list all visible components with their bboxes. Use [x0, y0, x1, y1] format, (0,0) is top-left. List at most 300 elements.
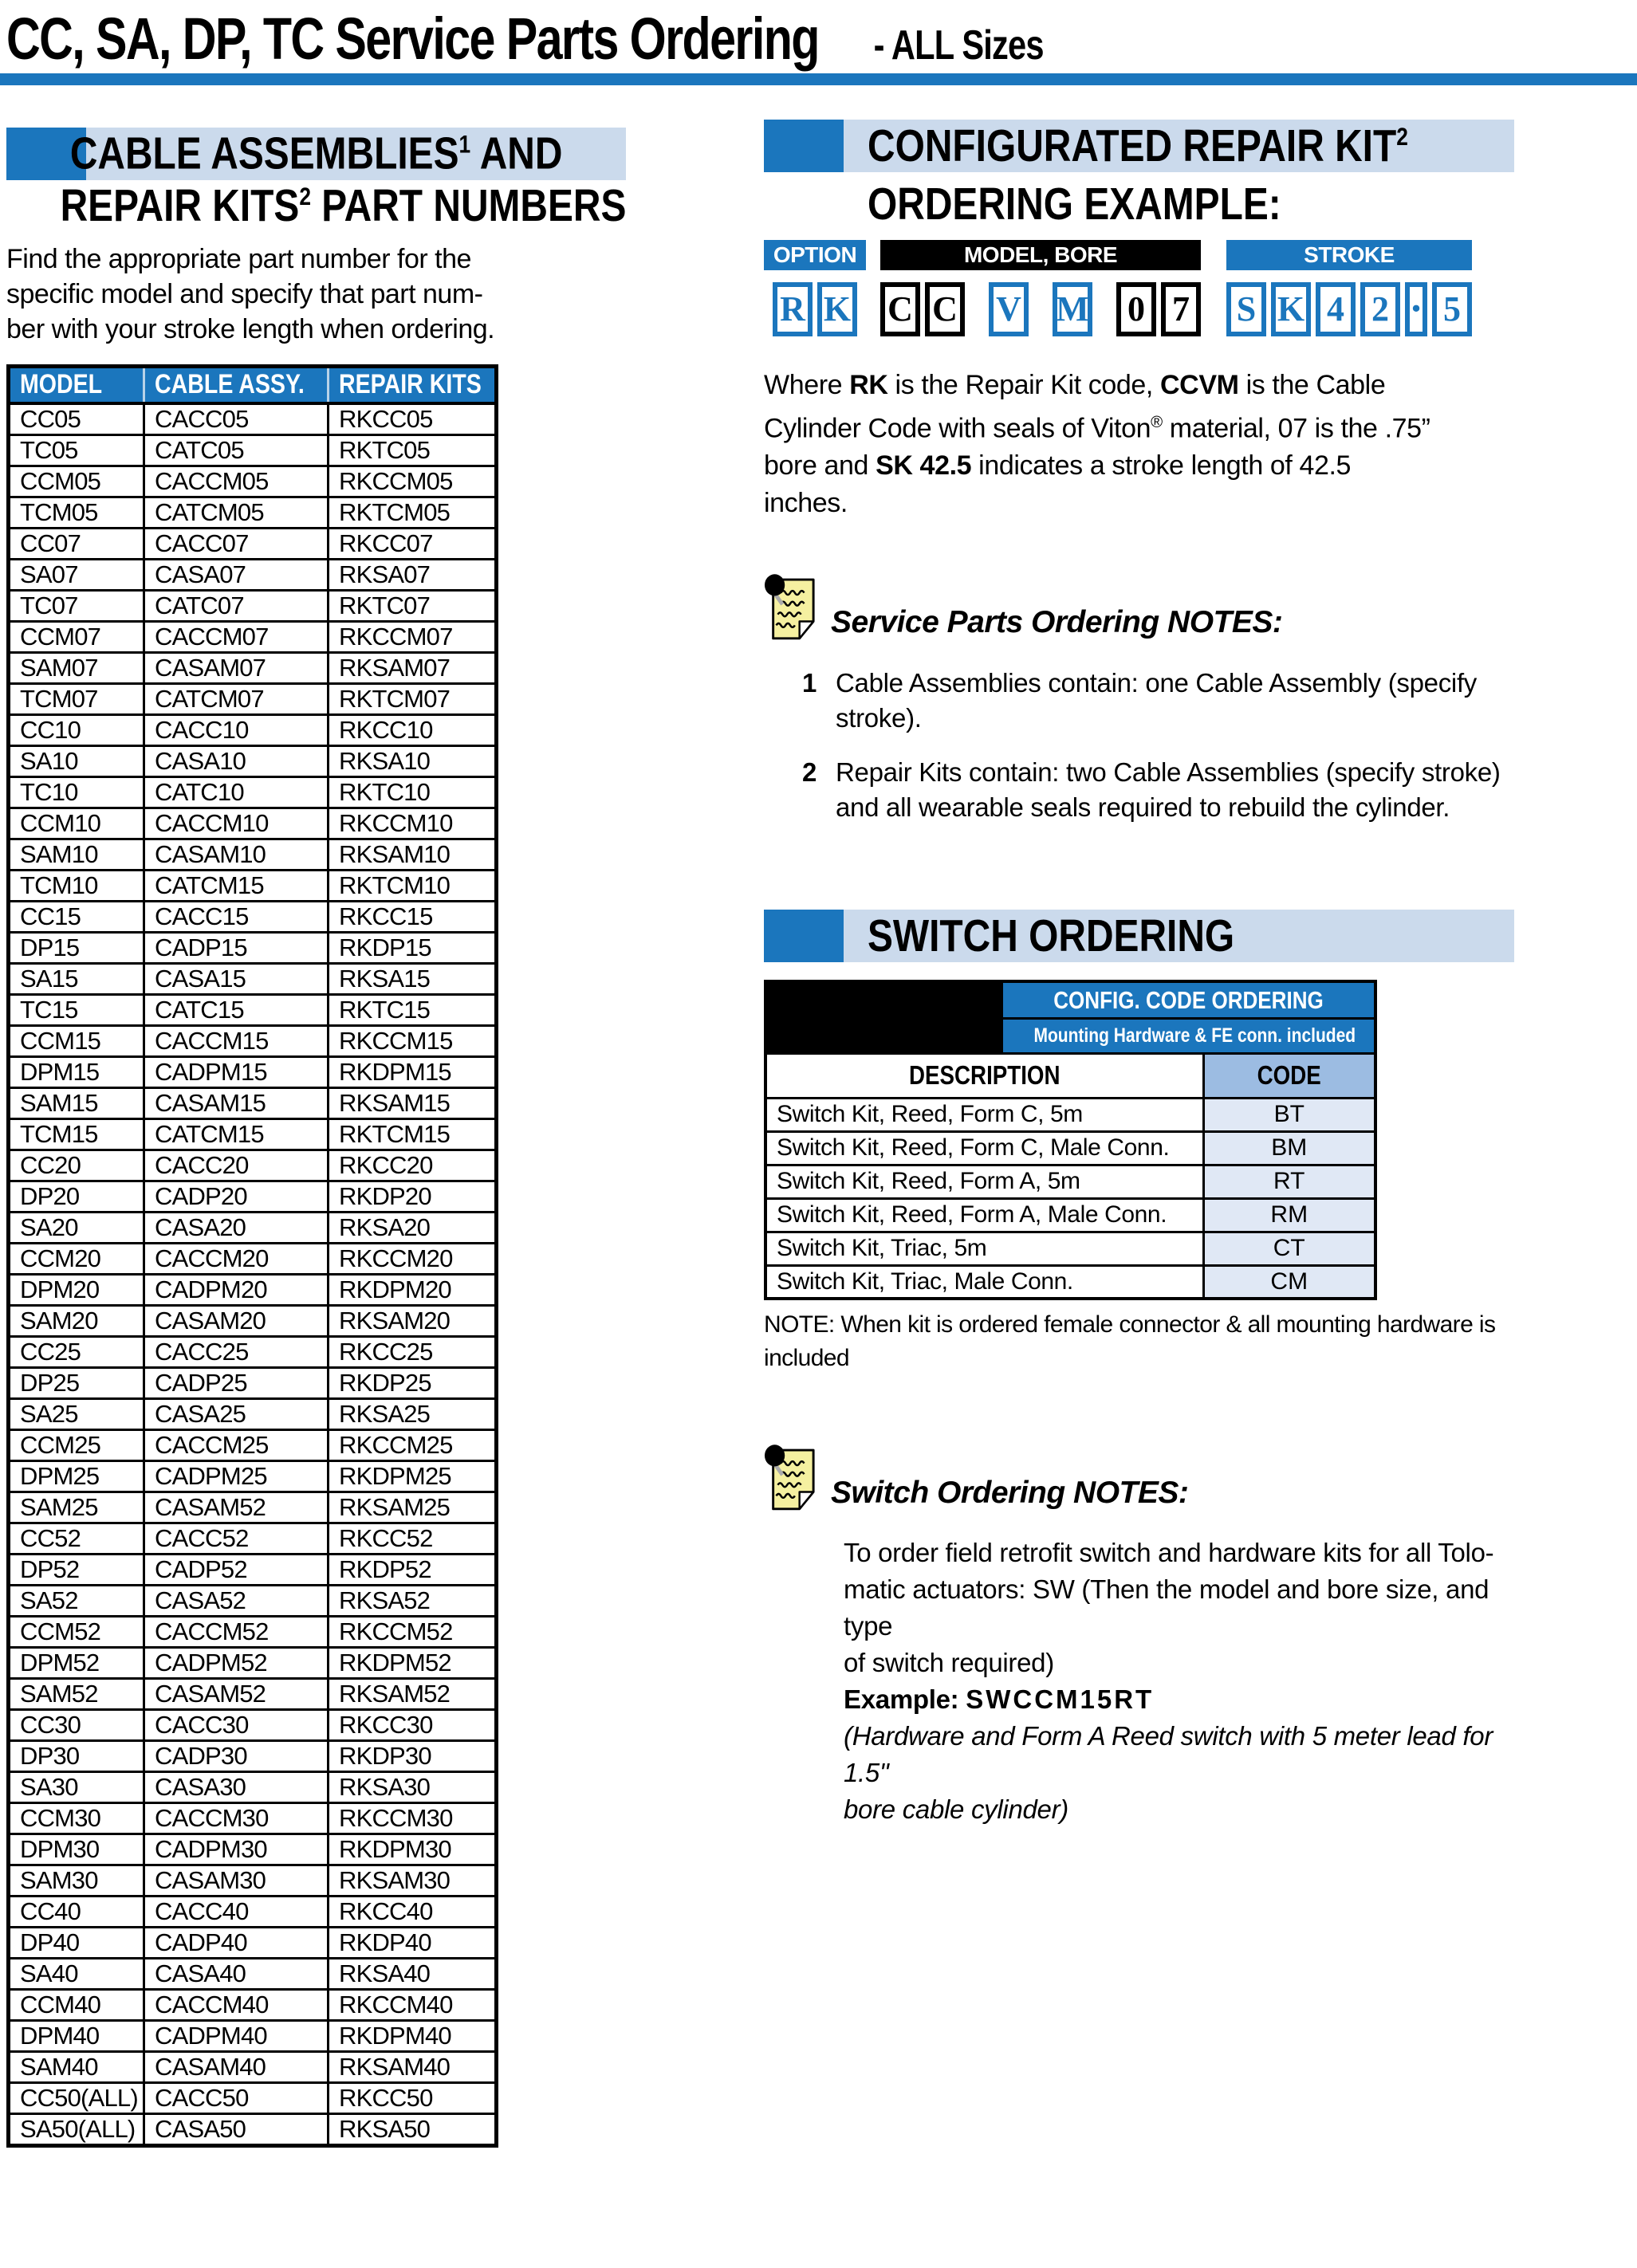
parts-table-row — [9, 1896, 497, 1927]
switch-description-cell: Switch Kit, Reed, Form C, Male Conn. — [765, 1131, 1203, 1165]
col-header-cable-assy: CABLE ASSY. — [144, 367, 329, 403]
repair-kit-cell: RKCC30 — [329, 1709, 497, 1740]
text-segment: material, 07 is the .75” bore and — [764, 413, 1430, 482]
model-cell: TCM10 — [9, 870, 144, 901]
repair-kit-cell: RKCC50 — [329, 2082, 497, 2113]
service-parts-notes-head — [764, 573, 1514, 643]
repair-kit-cell: RKDPM30 — [329, 1834, 497, 1865]
model-cell: DP20 — [9, 1181, 144, 1212]
service-parts-notes-list — [802, 666, 1514, 825]
switch-code-cell: CT — [1203, 1232, 1375, 1265]
cable-assy-cell: CACCM40 — [144, 1989, 329, 2020]
repair-kit-cell: RKDP25 — [329, 1367, 497, 1398]
right-column — [764, 120, 1514, 1828]
ordering-group-label: MODEL, BORE — [880, 240, 1201, 270]
page-title — [6, 5, 1238, 73]
parts-table-row — [9, 1678, 497, 1709]
ordering-example-subtitle: ORDERING EXAMPLE: — [868, 179, 1281, 230]
cable-assy-cell: CASA15 — [144, 963, 329, 994]
repair-kit-cell: RKCCM52 — [329, 1616, 497, 1647]
section-title-line1: CABLE ASSEMBLIES$^1$ AND — [69, 128, 563, 179]
code-box: C — [880, 282, 920, 336]
col-header-repair-kits: REPAIR KITS — [329, 367, 497, 403]
repair-kit-cell: RKCC05 — [329, 403, 497, 435]
code-boxes — [880, 282, 1201, 336]
parts-table-row — [9, 870, 497, 901]
parts-table-row — [9, 1274, 497, 1305]
switch-config-table — [764, 980, 1377, 1300]
parts-table-row — [9, 1025, 497, 1056]
model-cell: TCM05 — [9, 497, 144, 528]
model-cell: CCM40 — [9, 1989, 144, 2020]
parts-table-row — [9, 963, 497, 994]
cable-assy-cell: CASAM10 — [144, 839, 329, 870]
cable-assy-cell: CASA40 — [144, 1958, 329, 1989]
switch-code-cell: BM — [1203, 1131, 1375, 1165]
page-title-main: CC, SA, DP, TC Service Parts Ordering — [6, 6, 819, 72]
switch-notes-detail — [844, 1718, 1514, 1828]
model-cell: CC20 — [9, 1150, 144, 1181]
parts-table-row — [9, 1927, 497, 1958]
switch-table-row — [765, 1131, 1375, 1165]
cable-assy-cell: CADPM20 — [144, 1274, 329, 1305]
parts-table-row — [9, 2082, 497, 2113]
cable-assy-cell: CASAM40 — [144, 2051, 329, 2082]
model-cell: SAM10 — [9, 839, 144, 870]
model-cell: TC07 — [9, 590, 144, 621]
model-cell: DPM40 — [9, 2020, 144, 2051]
model-cell: SAM40 — [9, 2051, 144, 2082]
cable-assy-cell: CADPM52 — [144, 1647, 329, 1678]
cable-assy-cell: CASAM20 — [144, 1305, 329, 1336]
cable-assy-cell: CATCM15 — [144, 1118, 329, 1150]
switch-description-cell: Switch Kit, Triac, 5m — [765, 1232, 1203, 1265]
cable-assy-cell: CADP20 — [144, 1181, 329, 1212]
repair-kit-cell: RKCC07 — [329, 528, 497, 559]
parts-table-row — [9, 590, 497, 621]
repair-kit-cell: RKDPM20 — [329, 1274, 497, 1305]
cable-assy-cell: CASA07 — [144, 559, 329, 590]
parts-table-row — [9, 1305, 497, 1336]
parts-table-row — [9, 2020, 497, 2051]
model-cell: SAM25 — [9, 1492, 144, 1523]
switch-description-cell: Switch Kit, Reed, Form A, 5m — [765, 1165, 1203, 1198]
model-cell: CCM05 — [9, 466, 144, 497]
code-box: 0 — [1116, 282, 1156, 336]
model-cell: CCM25 — [9, 1429, 144, 1460]
repair-kit-cell: RKCCM25 — [329, 1429, 497, 1460]
model-cell: DPM25 — [9, 1460, 144, 1492]
title-rule — [0, 73, 1637, 85]
code-box: R — [773, 282, 813, 336]
switch-notes-line: matic actuators: SW (Then the model and bore size, and type — [844, 1574, 1489, 1641]
service-parts-notes — [764, 573, 1514, 825]
model-cell: CC15 — [9, 901, 144, 932]
cable-assy-cell: CACC50 — [144, 2082, 329, 2113]
repair-kit-cell: RKSAM40 — [329, 2051, 497, 2082]
model-cell: CC10 — [9, 714, 144, 745]
switch-ordering-notes-head — [764, 1444, 1514, 1514]
repair-kit-cell: RKSA07 — [329, 559, 497, 590]
section-header-square — [764, 910, 844, 962]
repair-kit-cell: RKCC25 — [329, 1336, 497, 1367]
model-cell: SAM15 — [9, 1087, 144, 1118]
ordering-group — [764, 240, 866, 336]
section-header-switch-ordering — [764, 910, 1514, 962]
parts-table-row — [9, 466, 497, 497]
config-code-ordering-header: CONFIG. CODE ORDERING — [1001, 981, 1375, 1018]
cable-assy-cell: CACCM20 — [144, 1243, 329, 1274]
parts-table-row — [9, 1150, 497, 1181]
cable-assy-cell: CACC10 — [144, 714, 329, 745]
model-cell: SA52 — [9, 1585, 144, 1616]
repair-kit-cell: RKSA10 — [329, 745, 497, 776]
intro-line: specific model and specify that part num- — [6, 279, 483, 309]
parts-table-row — [9, 1336, 497, 1367]
cable-assy-cell: CATC07 — [144, 590, 329, 621]
code-box: K — [1271, 282, 1311, 336]
text-segment: is the Cable Cylinder Code with seals of Viton — [764, 370, 1386, 444]
repair-kit-cell: RKSAM52 — [329, 1678, 497, 1709]
code-boxes — [773, 282, 857, 336]
repair-kit-cell: RKSAM15 — [329, 1087, 497, 1118]
parts-table-row — [9, 2051, 497, 2082]
cable-assy-cell: CASAM52 — [144, 1492, 329, 1523]
switch-table-note-line: included — [764, 1345, 849, 1372]
switch-table-row — [765, 1098, 1375, 1131]
parts-table-row — [9, 1460, 497, 1492]
model-cell: SA20 — [9, 1212, 144, 1243]
example-label: Example: — [844, 1684, 959, 1715]
repair-kit-cell: RKSAM07 — [329, 652, 497, 683]
model-cell: SAM52 — [9, 1678, 144, 1709]
cable-assy-cell: CADPM40 — [144, 2020, 329, 2051]
code-box: V — [989, 282, 1029, 336]
code-boxes — [1226, 282, 1472, 336]
cable-assy-cell: CATCM05 — [144, 497, 329, 528]
text-segment: ® — [1151, 414, 1163, 431]
model-cell: DPM15 — [9, 1056, 144, 1087]
text-segment: indicates a stroke length of 42.5 inches. — [764, 450, 1352, 519]
cable-assy-cell: CATCM07 — [144, 683, 329, 714]
repair-kit-cell: RKCCM07 — [329, 621, 497, 652]
parts-table-row — [9, 1585, 497, 1616]
cable-assy-cell: CACC40 — [144, 1896, 329, 1927]
config-colheader-row — [765, 1053, 1375, 1098]
sticky-note-icon — [764, 1444, 817, 1514]
cable-assy-cell: CACCM30 — [144, 1802, 329, 1834]
repair-kit-cell: RKTCM05 — [329, 497, 497, 528]
repair-kit-cell: RKSAM30 — [329, 1865, 497, 1896]
cable-assy-cell: CADP15 — [144, 932, 329, 963]
switch-description-cell: Switch Kit, Reed, Form A, Male Conn. — [765, 1198, 1203, 1232]
model-cell: CCM10 — [9, 808, 144, 839]
switch-notes-detail-line: bore cable cylinder) — [844, 1794, 1068, 1825]
cable-assy-cell: CASA10 — [144, 745, 329, 776]
cable-assy-cell: CADPM25 — [144, 1460, 329, 1492]
model-cell: SA50(ALL) — [9, 2113, 144, 2145]
parts-table-row — [9, 808, 497, 839]
parts-table-row — [9, 1958, 497, 1989]
model-cell: DP15 — [9, 932, 144, 963]
switch-description-cell: Switch Kit, Reed, Form C, 5m — [765, 1098, 1203, 1131]
parts-table-row — [9, 1771, 497, 1802]
code-box: C — [925, 282, 965, 336]
parts-table-row — [9, 434, 497, 466]
section-header-band: SWITCH ORDERING — [844, 910, 1514, 962]
cable-assy-cell: CATC15 — [144, 994, 329, 1025]
ordering-example-groups — [764, 240, 1514, 336]
code-box: S — [1226, 282, 1266, 336]
col-header-code: CODE — [1203, 1053, 1375, 1098]
model-cell: SAM20 — [9, 1305, 144, 1336]
switch-code-cell: RM — [1203, 1198, 1375, 1232]
repair-kit-cell: RKDPM40 — [329, 2020, 497, 2051]
model-cell: CC50(ALL) — [9, 2082, 144, 2113]
repair-kit-cell: RKCCM10 — [329, 808, 497, 839]
model-cell: TCM07 — [9, 683, 144, 714]
parts-table-row — [9, 1647, 497, 1678]
cable-assy-cell: CADP52 — [144, 1554, 329, 1585]
model-cell: SA07 — [9, 559, 144, 590]
cable-assy-cell: CACCM05 — [144, 466, 329, 497]
cable-assy-cell: CADPM15 — [144, 1056, 329, 1087]
ordering-group — [1226, 240, 1472, 336]
switch-table-row — [765, 1265, 1375, 1299]
repair-kit-cell: RKCC20 — [329, 1150, 497, 1181]
model-cell: CCM30 — [9, 1802, 144, 1834]
repair-kit-cell: RKCCM15 — [329, 1025, 497, 1056]
model-cell: TC05 — [9, 434, 144, 466]
repair-kit-cell: RKSA15 — [329, 963, 497, 994]
repair-kit-cell: RKSA30 — [329, 1771, 497, 1802]
model-cell: CCM20 — [9, 1243, 144, 1274]
cable-assy-cell: CASA50 — [144, 2113, 329, 2145]
intro-line: ber with your stroke length when ordering. — [6, 314, 495, 344]
switch-notes-body — [844, 1535, 1514, 1828]
repair-kit-cell: RKTC15 — [329, 994, 497, 1025]
text-segment: CCVM — [1160, 370, 1239, 400]
code-box: · — [1405, 282, 1427, 336]
cable-assy-cell: CADP25 — [144, 1367, 329, 1398]
service-parts-notes-title: Service Parts Ordering NOTES: — [831, 605, 1283, 640]
repair-kit-cell: RKTC07 — [329, 590, 497, 621]
switch-notes-text — [844, 1535, 1514, 1681]
model-cell: CC07 — [9, 528, 144, 559]
repair-kit-cell: RKSAM25 — [329, 1492, 497, 1523]
cable-assy-cell: CACCM25 — [144, 1429, 329, 1460]
cable-assy-cell: CASA20 — [144, 1212, 329, 1243]
example-code: SWCCM15RT — [966, 1684, 1155, 1715]
ordering-group — [880, 240, 1201, 336]
col-header-model: MODEL — [9, 367, 144, 403]
parts-table-row — [9, 994, 497, 1025]
switch-notes-example — [844, 1681, 1514, 1718]
cable-assy-cell: CADPM30 — [144, 1834, 329, 1865]
repair-kit-cell: RKSA50 — [329, 2113, 497, 2145]
switch-notes-line: of switch required) — [844, 1648, 1054, 1678]
model-cell: DPM52 — [9, 1647, 144, 1678]
parts-table-row — [9, 559, 497, 590]
section-header-square — [764, 120, 844, 172]
model-cell: SA30 — [9, 1771, 144, 1802]
code-box: 5 — [1432, 282, 1472, 336]
switch-table-row — [765, 1232, 1375, 1265]
model-cell: SA25 — [9, 1398, 144, 1429]
ordering-group-label: OPTION — [764, 240, 866, 270]
parts-table-row — [9, 932, 497, 963]
cable-assy-cell: CACCM10 — [144, 808, 329, 839]
parts-table-row — [9, 1056, 497, 1087]
cable-assy-cell: CACCM07 — [144, 621, 329, 652]
section-header-cable-assemblies — [6, 128, 626, 180]
parts-table-row — [9, 1523, 497, 1554]
model-cell: SA40 — [9, 1958, 144, 1989]
sticky-note-icon — [764, 573, 817, 643]
parts-table-row — [9, 528, 497, 559]
parts-table-row — [9, 2113, 497, 2145]
model-cell: CC05 — [9, 403, 144, 435]
cable-assy-cell: CATCM15 — [144, 870, 329, 901]
parts-table-row — [9, 839, 497, 870]
model-cell: CC40 — [9, 1896, 144, 1927]
note-number: 2 — [802, 757, 817, 788]
model-cell: DP52 — [9, 1554, 144, 1585]
cable-assy-cell: CADP40 — [144, 1927, 329, 1958]
parts-table-row — [9, 745, 497, 776]
repair-kit-cell: RKCCM20 — [329, 1243, 497, 1274]
cable-assy-cell: CACC07 — [144, 528, 329, 559]
model-cell: CC25 — [9, 1336, 144, 1367]
switch-ordering-notes — [764, 1444, 1514, 1828]
repair-kit-cell: RKCC40 — [329, 1896, 497, 1927]
parts-table-row — [9, 1740, 497, 1771]
code-box: 7 — [1161, 282, 1201, 336]
switch-table-note — [764, 1308, 1514, 1375]
repair-kit-cell: RKCCM30 — [329, 1802, 497, 1834]
ordering-example-paragraph — [764, 367, 1438, 522]
note-text: Repair Kits contain: two Cable Assemblies (specify stroke) and all wearable seals required to rebuild the cylinder. — [836, 757, 1501, 823]
model-cell: SAM30 — [9, 1865, 144, 1896]
parts-table-row — [9, 1492, 497, 1523]
switch-table-row — [765, 1198, 1375, 1232]
col-header-description: DESCRIPTION — [765, 1053, 1203, 1098]
cable-assy-cell: CATC10 — [144, 776, 329, 808]
mounting-hardware-subheader: Mounting Hardware & FE conn. included — [1001, 1018, 1375, 1053]
switch-description-cell: Switch Kit, Triac, Male Conn. — [765, 1265, 1203, 1299]
repair-kit-cell: RKSA40 — [329, 1958, 497, 1989]
code-box: K — [817, 282, 857, 336]
repair-kit-cell: RKCCM40 — [329, 1989, 497, 2020]
model-cell: CC30 — [9, 1709, 144, 1740]
model-cell: DP25 — [9, 1367, 144, 1398]
parts-table-row — [9, 901, 497, 932]
model-cell: SA15 — [9, 963, 144, 994]
repair-kit-cell: RKSA25 — [329, 1398, 497, 1429]
cable-assy-cell: CASA52 — [144, 1585, 329, 1616]
code-box: 2 — [1360, 282, 1400, 336]
text-segment: is the Repair Kit code, — [887, 370, 1161, 400]
model-cell: DP40 — [9, 1927, 144, 1958]
cable-assy-cell: CASAM52 — [144, 1678, 329, 1709]
repair-kit-cell: RKSA20 — [329, 1212, 497, 1243]
cable-assy-cell: CACCM15 — [144, 1025, 329, 1056]
parts-table-row — [9, 683, 497, 714]
switch-code-cell: RT — [1203, 1165, 1375, 1198]
config-header-row — [765, 981, 1375, 1018]
parts-table-row — [9, 497, 497, 528]
repair-kit-cell: RKSAM10 — [329, 839, 497, 870]
config-corner-cell — [765, 981, 1001, 1053]
note-item — [802, 666, 1514, 736]
section-title-line2: REPAIR KITS$^2$ PART NUMBERS — [60, 180, 627, 231]
parts-table-row — [9, 1834, 497, 1865]
ordering-group-label: STROKE — [1226, 240, 1472, 270]
repair-kit-cell: RKDPM15 — [329, 1056, 497, 1087]
repair-kit-cell: RKCC10 — [329, 714, 497, 745]
model-cell: TC15 — [9, 994, 144, 1025]
repair-kit-cell: RKDP52 — [329, 1554, 497, 1585]
parts-table-row — [9, 1802, 497, 1834]
parts-table-row — [9, 1865, 497, 1896]
cable-assy-cell: CASAM07 — [144, 652, 329, 683]
parts-table-row — [9, 1398, 497, 1429]
repair-kit-cell: RKTC05 — [329, 434, 497, 466]
model-cell: TCM15 — [9, 1118, 144, 1150]
note-item — [802, 755, 1514, 825]
parts-table-row — [9, 621, 497, 652]
intro-paragraph — [6, 242, 626, 347]
switch-table-note-line: NOTE: When kit is ordered female connector & all mounting hardware is — [764, 1311, 1496, 1338]
model-cell: DP30 — [9, 1740, 144, 1771]
section-header-configurated-repair-kit — [764, 120, 1514, 172]
page-title-suffix: - ALL Sizes — [873, 22, 1044, 69]
parts-table-row — [9, 1367, 497, 1398]
parts-table-row — [9, 1554, 497, 1585]
switch-code-cell: BT — [1203, 1098, 1375, 1131]
repair-kit-cell: RKCC15 — [329, 901, 497, 932]
parts-table-row — [9, 1181, 497, 1212]
model-cell: TC10 — [9, 776, 144, 808]
parts-table-row — [9, 1087, 497, 1118]
parts-table-header-row — [9, 367, 497, 403]
repair-kit-cell: RKDP40 — [329, 1927, 497, 1958]
cable-assy-cell: CASA25 — [144, 1398, 329, 1429]
repair-kit-cell: RKSA52 — [329, 1585, 497, 1616]
repair-kit-cell: RKSAM20 — [329, 1305, 497, 1336]
parts-table-row — [9, 776, 497, 808]
repair-kit-cell: RKDPM25 — [329, 1460, 497, 1492]
parts-table-row — [9, 652, 497, 683]
code-box: M — [1053, 282, 1092, 336]
switch-ordering-notes-title: Switch Ordering NOTES: — [831, 1476, 1189, 1511]
model-cell: CCM07 — [9, 621, 144, 652]
text-segment: RK — [849, 370, 888, 400]
cable-assy-cell: CASA30 — [144, 1771, 329, 1802]
cable-assy-cell: CACC15 — [144, 901, 329, 932]
note-number: 1 — [802, 668, 817, 698]
model-cell: CCM52 — [9, 1616, 144, 1647]
note-text: Cable Assemblies contain: one Cable Assembly (specify stroke). — [836, 668, 1478, 733]
cable-assy-cell: CADP30 — [144, 1740, 329, 1771]
cable-assy-cell: CACC52 — [144, 1523, 329, 1554]
cable-assy-cell: CACC05 — [144, 403, 329, 435]
parts-table-row — [9, 1429, 497, 1460]
repair-kit-cell: RKDP30 — [329, 1740, 497, 1771]
cable-assy-cell: CACCM52 — [144, 1616, 329, 1647]
model-cell: DPM20 — [9, 1274, 144, 1305]
cable-assy-cell: CASAM15 — [144, 1087, 329, 1118]
